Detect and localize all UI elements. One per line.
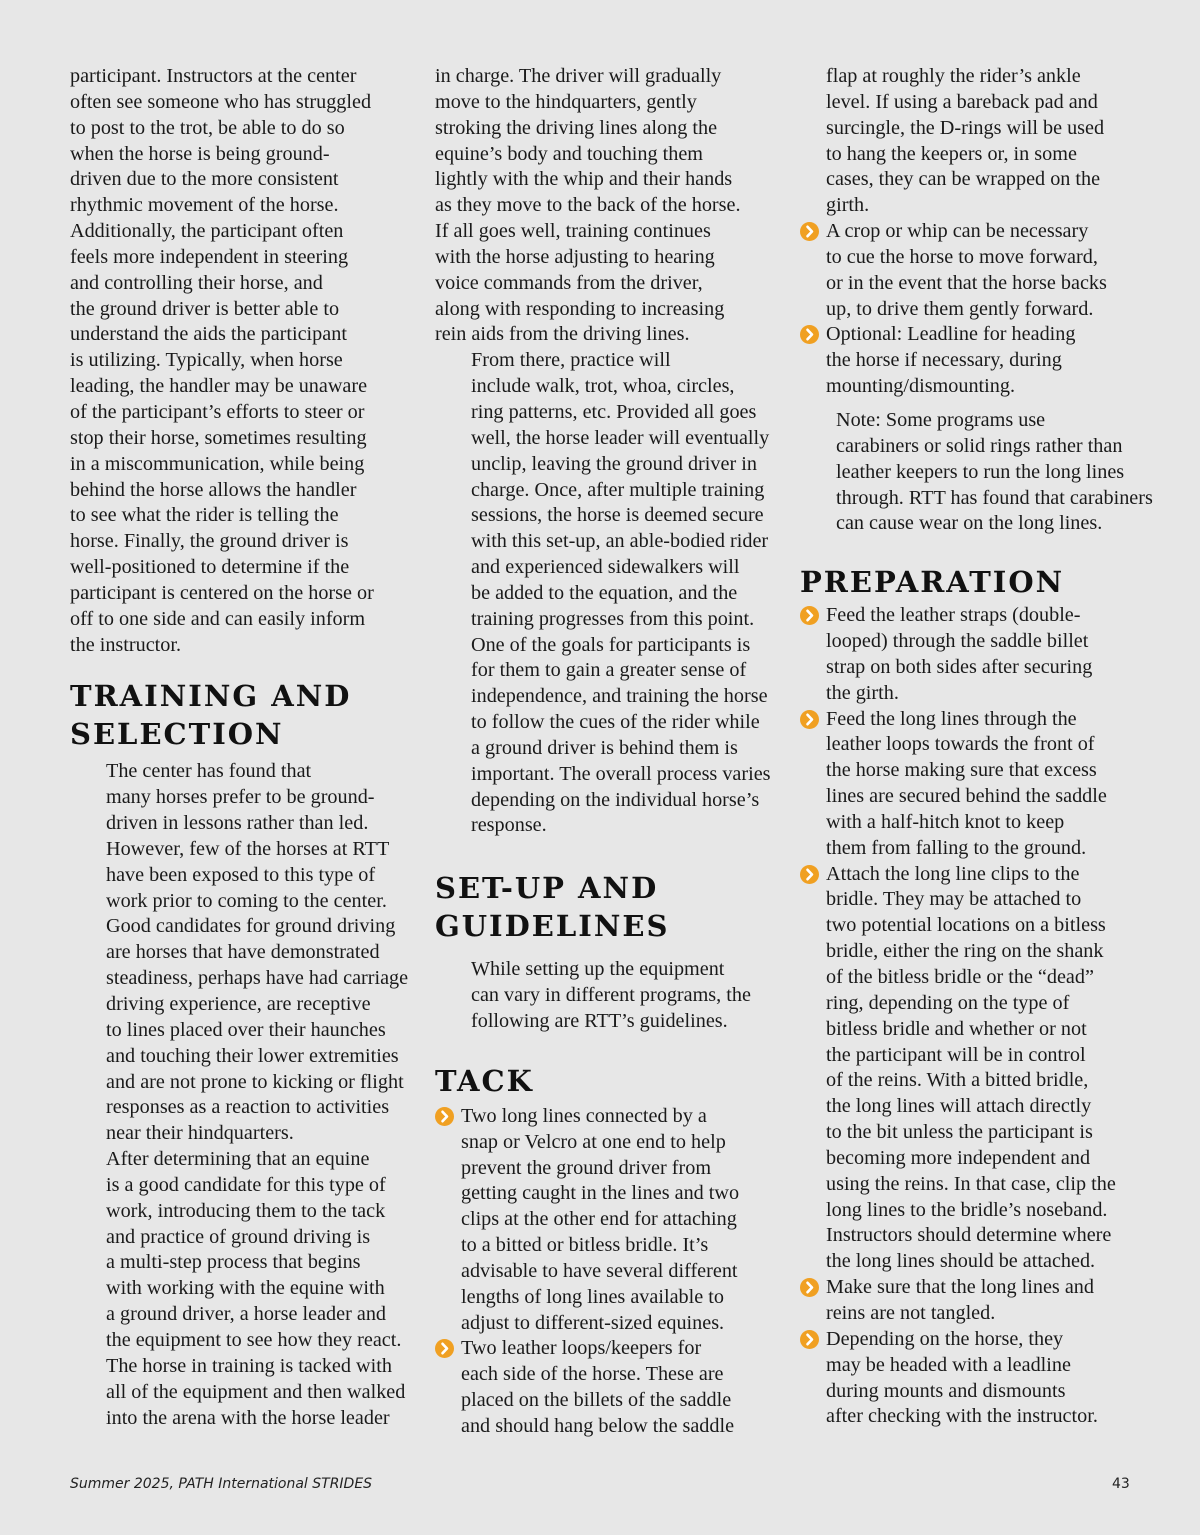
- col1-paragraph-1: [70, 64, 405, 658]
- text-line: response.: [471, 814, 547, 837]
- text-line: One of the goals for participants is: [471, 633, 751, 656]
- text-line: and should hang below the saddle: [461, 1414, 735, 1437]
- text-line: a ground driver, a horse leader and: [106, 1303, 387, 1326]
- text-line: be added to the equation, and the: [471, 581, 738, 604]
- text-line: placed on the billets of the saddle: [461, 1389, 732, 1412]
- chevron-right-circle-icon: [800, 1278, 819, 1297]
- text-line: looped) through the saddle billet: [826, 630, 1089, 653]
- bullet-item: [800, 603, 1135, 706]
- text-line: the girth.: [826, 681, 899, 704]
- text-line: include walk, trot, whoa, circles,: [471, 375, 735, 398]
- text-line: during mounts and dismounts: [826, 1379, 1066, 1402]
- bullet-item: [800, 1275, 1135, 1327]
- text-line: charge. Once, after multiple training: [471, 478, 765, 501]
- column-1: [70, 64, 409, 1431]
- chevron-right-circle-icon: [800, 710, 819, 729]
- text-line: Make sure that the long lines and: [826, 1276, 1094, 1299]
- text-line: through. RTT has found that carabiners: [836, 486, 1153, 509]
- text-line: with a half-hitch knot to keep: [826, 810, 1065, 833]
- text-line: leading, the handler may be unaware: [70, 375, 368, 398]
- chevron-right-circle-icon: [800, 606, 819, 625]
- text-line: rein aids from the driving lines.: [435, 323, 690, 346]
- bullet-item: [800, 322, 1135, 400]
- bullet-item: [800, 219, 1135, 322]
- text-line: after checking with the instructor.: [826, 1405, 1098, 1428]
- text-line: and practice of ground driving is: [106, 1225, 371, 1248]
- text-line: unclip, leaving the ground driver in: [471, 452, 757, 475]
- text-line: prevent the ground driver from: [461, 1156, 712, 1179]
- text-line: training progresses from this point.: [471, 607, 755, 630]
- text-line: of the participant’s efforts to steer or: [70, 400, 365, 423]
- text-line: feels more independent in steering: [70, 245, 349, 268]
- text-line: adjust to different-sized equines.: [461, 1311, 725, 1334]
- text-line: often see someone who has struggled: [70, 90, 372, 113]
- text-line: is utilizing. Typically, when horse: [70, 349, 343, 372]
- text-line: the long lines should be attached.: [826, 1250, 1096, 1273]
- text-line: snap or Velcro at one end to help: [461, 1130, 726, 1153]
- text-line: with this set-up, an able-bodied rider: [471, 530, 769, 553]
- text-line: stroking the driving lines along the: [435, 116, 718, 139]
- text-line: to cue the horse to move forward,: [826, 245, 1098, 268]
- text-line: in a miscommunication, while being: [70, 452, 365, 475]
- text-line: Two leather loops/keepers for: [461, 1337, 702, 1360]
- text-line: getting caught in the lines and two: [461, 1182, 740, 1205]
- column-3: [800, 64, 1153, 1430]
- text-line: the ground driver is better able to: [70, 297, 340, 320]
- col2-paragraph-3: [435, 957, 770, 1035]
- text-line: to follow the cues of the rider while: [471, 711, 760, 734]
- text-line: leather loops towards the front of: [826, 733, 1095, 756]
- text-line: advisable to have several different: [461, 1259, 738, 1282]
- text-line: ring patterns, etc. Provided all goes: [471, 400, 757, 423]
- text-line: cases, they can be wrapped on the: [826, 168, 1101, 191]
- text-line: them from falling to the ground.: [826, 836, 1087, 859]
- text-line: the long lines will attach directly: [826, 1095, 1092, 1118]
- text-line: to hang the keepers or, in some: [826, 142, 1077, 165]
- text-line: responses as a reaction to activities: [106, 1096, 390, 1119]
- text-line: many horses prefer to be ground-: [106, 786, 375, 809]
- text-line: as they move to the back of the horse.: [435, 194, 741, 217]
- text-line: Feed the leather straps (double-: [826, 604, 1081, 627]
- text-line: the instructor.: [70, 633, 182, 656]
- text-line: bridle. They may be attached to: [826, 888, 1082, 911]
- text-line: well-positioned to determine if the: [70, 556, 350, 579]
- text-line: flap at roughly the rider’s ankle: [826, 65, 1081, 87]
- note-paragraph: [800, 408, 1153, 537]
- text-line: bridle, either the ring on the shank: [826, 940, 1104, 963]
- text-line: Attach the long line clips to the: [826, 862, 1080, 885]
- text-line: for them to gain a greater sense of: [471, 659, 747, 682]
- text-line: reins are not tangled.: [826, 1301, 996, 1324]
- tack-list-continued: [800, 219, 1135, 400]
- text-line: a multi-step process that begins: [106, 1251, 361, 1274]
- text-line: lengths of long lines available to: [461, 1285, 724, 1308]
- heading-tack: TACK: [435, 1063, 534, 1098]
- text-line: work, introducing them to the tack: [106, 1199, 386, 1222]
- text-line: surcingle, the D-rings will be used: [826, 116, 1105, 139]
- text-line: driven in lessons rather than led.: [106, 812, 369, 835]
- text-line: horse. Finally, the ground driver is: [70, 530, 349, 553]
- text-line: Additionally, the participant often: [70, 220, 344, 243]
- text-line: girth.: [826, 194, 870, 217]
- text-line: sessions, the horse is deemed secure: [471, 504, 764, 527]
- text-line: Depending on the horse, they: [826, 1327, 1064, 1350]
- text-line: If all goes well, training continues: [435, 220, 711, 243]
- col2-paragraph-2: [435, 348, 770, 839]
- bullet-item: [800, 1327, 1135, 1430]
- chevron-right-circle-icon: [800, 222, 819, 241]
- col1-paragraph-3: [70, 1147, 405, 1431]
- text-line: mounting/dismounting.: [826, 375, 1015, 398]
- text-line: lines are secured behind the saddle: [826, 785, 1107, 808]
- text-line: carabiners or solid rings rather than: [836, 434, 1123, 457]
- text-line: driven due to the more consistent: [70, 168, 339, 191]
- text-line: may be headed with a leadline: [826, 1353, 1071, 1376]
- text-line: The center has found that: [106, 760, 312, 783]
- preparation-list: [800, 603, 1135, 1430]
- text-line: following are RTT’s guidelines.: [471, 1010, 728, 1032]
- text-line: into the arena with the horse leader: [106, 1406, 390, 1429]
- text-line: stop their horse, sometimes resulting: [70, 426, 367, 449]
- col2-paragraph-1: [435, 64, 770, 348]
- bullet-item: [800, 707, 1135, 862]
- text-line: off to one side and can easily inform: [70, 607, 366, 630]
- text-line: can cause wear on the long lines.: [836, 512, 1103, 535]
- text-line: to see what the rider is telling the: [70, 504, 339, 527]
- text-line: along with responding to increasing: [435, 297, 725, 320]
- text-line: While setting up the equipment: [471, 958, 725, 981]
- text-line: Note: Some programs use: [836, 408, 1046, 431]
- text-line: to lines placed over their haunches: [106, 1018, 386, 1041]
- chevron-right-circle-icon: [435, 1339, 454, 1358]
- text-line: have been exposed to this type of: [106, 863, 376, 886]
- text-line: up, to drive them gently forward.: [826, 297, 1094, 320]
- text-line: well, the horse leader will eventually: [471, 426, 770, 449]
- text-line: lightly with the whip and their hands: [435, 168, 733, 191]
- text-line: move to the hindquarters, gently: [435, 90, 697, 113]
- text-line: long lines to the bridle’s noseband.: [826, 1198, 1108, 1221]
- text-line: behind the horse allows the handler: [70, 478, 357, 501]
- text-line: ring, depending on the type of: [826, 991, 1070, 1014]
- heading-training-selection: [70, 677, 405, 753]
- text-line: Two long lines connected by a: [461, 1104, 707, 1127]
- col3-continued-bullet: [800, 64, 1135, 219]
- text-line: steadiness, perhaps have had carriage: [106, 967, 409, 990]
- text-line: Optional: Leadline for heading: [826, 323, 1076, 346]
- text-line: level. If using a bareback pad and: [826, 90, 1098, 113]
- text-line: two potential locations on a bitless: [826, 914, 1106, 937]
- text-line: the participant will be in control: [826, 1043, 1086, 1066]
- text-line: becoming more independent and: [826, 1146, 1091, 1169]
- chevron-right-circle-icon: [435, 1107, 454, 1126]
- text-line: of the reins. With a bitted bridle,: [826, 1069, 1089, 1092]
- text-line: SELECTION: [70, 717, 284, 752]
- chevron-right-circle-icon: [800, 1330, 819, 1349]
- text-line: leather keepers to run the long lines: [836, 460, 1125, 483]
- text-line: The horse in training is tacked with: [106, 1354, 392, 1377]
- text-line: each side of the horse. These are: [461, 1363, 724, 1386]
- text-line: are horses that have demonstrated: [106, 941, 380, 964]
- text-line: After determining that an equine: [106, 1148, 370, 1171]
- column-2: [435, 64, 770, 1440]
- text-line: Feed the long lines through the: [826, 707, 1077, 730]
- text-line: important. The overall process varies: [471, 762, 771, 785]
- col1-paragraph-2: [70, 759, 409, 1147]
- text-line: independence, and training the horse: [471, 685, 768, 708]
- text-line: in charge. The driver will gradually: [435, 65, 722, 87]
- page-number: 43: [1112, 1476, 1130, 1492]
- text-line: and controlling their horse, and: [70, 271, 323, 294]
- text-line: the horse making sure that excess: [826, 759, 1097, 782]
- text-line: SET-UP AND: [435, 871, 659, 906]
- text-line: with the horse adjusting to hearing: [435, 245, 715, 268]
- text-line: to post to the trot, be able to do so: [70, 116, 345, 139]
- tack-list: [435, 1104, 770, 1440]
- bullet-item: [435, 1336, 770, 1439]
- text-line: or in the event that the horse backs: [826, 271, 1107, 294]
- text-line: and are not prone to kicking or flight: [106, 1070, 404, 1093]
- text-line: Instructors should determine where: [826, 1224, 1112, 1247]
- text-line: work prior to coming to the center.: [106, 889, 387, 912]
- heading-setup-guidelines: [435, 869, 770, 945]
- text-line: equine’s body and touching them: [435, 142, 703, 165]
- text-line: driving experience, are receptive: [106, 993, 371, 1015]
- chevron-right-circle-icon: [800, 865, 819, 884]
- text-line: a ground driver is behind them is: [471, 736, 738, 759]
- text-line: A crop or whip can be necessary: [826, 220, 1089, 243]
- text-line: depending on the individual horse’s: [471, 788, 760, 811]
- text-line: to the bit unless the participant is: [826, 1121, 1093, 1144]
- footer-publication: Summer 2025, PATH International STRIDES: [70, 1476, 373, 1492]
- text-line: using the reins. In that case, clip the: [826, 1172, 1116, 1195]
- text-line: to a bitted or bitless bridle. It’s: [461, 1234, 709, 1257]
- text-line: clips at the other end for attaching: [461, 1208, 737, 1231]
- text-line: From there, practice will: [471, 349, 671, 372]
- text-line: TRAINING AND: [70, 679, 352, 714]
- text-line: voice commands from the driver,: [435, 271, 703, 294]
- text-line: understand the aids the participant: [70, 323, 347, 346]
- text-line: Good candidates for ground driving: [106, 915, 396, 938]
- text-line: strap on both sides after securing: [826, 655, 1093, 678]
- text-line: the horse if necessary, during: [826, 349, 1062, 372]
- text-line: can vary in different programs, the: [471, 984, 751, 1007]
- bullet-item: [435, 1104, 770, 1337]
- text-line: GUIDELINES: [435, 909, 670, 944]
- text-line: all of the equipment and then walked: [106, 1380, 406, 1403]
- chevron-right-circle-icon: [800, 325, 819, 344]
- text-line: participant. Instructors at the center: [70, 65, 357, 87]
- text-line: and experienced sidewalkers will: [471, 556, 740, 579]
- text-line: bitless bridle and whether or not: [826, 1017, 1087, 1040]
- text-line: of the bitless bridle or the “dead”: [826, 966, 1094, 988]
- text-line: when the horse is being ground-: [70, 142, 330, 165]
- text-line: participant is centered on the horse or: [70, 581, 374, 604]
- text-line: is a good candidate for this type of: [106, 1173, 386, 1196]
- text-line: with working with the equine with: [106, 1277, 385, 1300]
- text-line: near their hindquarters.: [106, 1122, 294, 1145]
- heading-preparation: PREPARATION: [800, 565, 1065, 600]
- bullet-item: [800, 862, 1135, 1276]
- text-line: However, few of the horses at RTT: [106, 837, 390, 860]
- text-line: rhythmic movement of the horse.: [70, 194, 339, 217]
- text-line: the equipment to see how they react.: [106, 1328, 402, 1351]
- text-line: and touching their lower extremities: [106, 1044, 399, 1067]
